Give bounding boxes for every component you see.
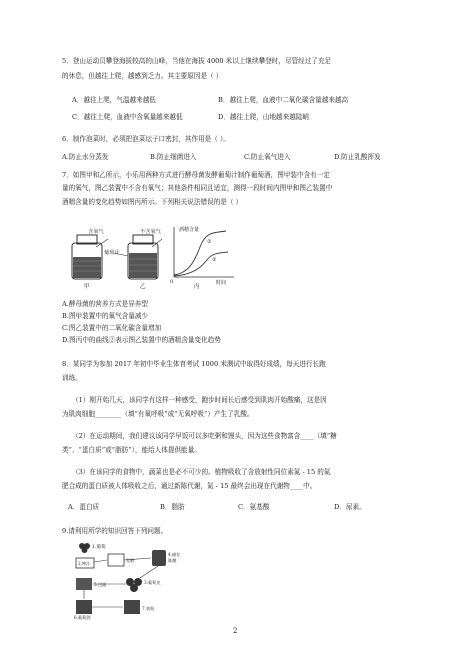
q6-option-c: C.防止氧气进入 (244, 153, 291, 161)
graph-y-label: 酒精含量 (179, 227, 200, 233)
q8-option-b: B．脂肪 (160, 503, 185, 511)
q7-stem-line-1: 7．如图甲和乙所示，小乐用两种方式进行酵母菌发酵葡萄汁制作葡萄酒，图甲装中含有一定 (62, 171, 330, 179)
svg-text:6.葡萄酒: 6.葡萄酒 (74, 615, 91, 620)
q8-option-c: C．氨基酸 (238, 503, 270, 511)
jar-jia (72, 235, 102, 279)
q8-sub3-line-2: 肥合成的蛋白质被人体吸收之后，通过新陈代谢，氮 - 15 最终会出现在代谢物____中。 (62, 482, 317, 490)
q5-option-c: C．越往上爬，血液中含氧量越来越低 (72, 113, 183, 121)
q5-option-a: A．越往上爬，气温越来越低 (72, 96, 156, 104)
caption-yi: 乙 (140, 284, 146, 289)
q9-process-diagram (70, 540, 198, 620)
curve-2-label: ② (212, 257, 217, 263)
svg-text:5.过滤: 5.过滤 (94, 582, 107, 587)
q7-option-d: D.图丙中的曲线②表示图乙装置中的酒精含量变化趋势 (62, 336, 221, 344)
page-number: 2 (233, 627, 238, 635)
svg-text:7.装瓶: 7.装瓶 (142, 606, 155, 611)
svg-text:1.葡萄: 1.葡萄 (92, 545, 106, 550)
graph-x-label: 时间 (216, 280, 227, 286)
q8-sub3-line-1: （3）在该同学的食物中，蔬菜也是必不可少的。植物吸收了含放射性同位素氮 - 15 的氮 (72, 468, 331, 476)
caption-jia: 甲 (84, 284, 90, 289)
q5-option-d: D．越往上爬，山地越来越陡峭 (218, 113, 310, 121)
svg-text:陈酿: 陈酿 (168, 558, 177, 563)
q6-option-d: D.防止乳酸挥发 (334, 153, 381, 161)
q8-sub1-line-1: （1）刚开始几天，该同学有这样一种感受，跑步时间长后感受到肌肉开始酸痛，这是因 (72, 396, 327, 404)
q7-figure (66, 223, 238, 289)
q8-stem-line-1: 8．某同学为参加 2017 年初中毕业生体育考试 1000 米测试中取得好成绩，每天进行长跑 (62, 360, 326, 368)
svg-text:4.储存: 4.储存 (168, 552, 181, 557)
label-without-oxygen: 不含氧气 (140, 229, 161, 235)
svg-text:3.葡萄皮: 3.葡萄皮 (144, 580, 161, 585)
graph-bing (170, 226, 234, 289)
caption-bing: 丙 (194, 284, 200, 289)
q5-stem-line-2: 的休息，但越往上爬，越感到乏力。其主要原因是（ ） (62, 72, 223, 80)
q5-option-b: B．越往上爬，血液中二氧化碳含量越来越高 (218, 96, 349, 104)
q7-option-b: B.图甲装置中的氧气含量减少 (62, 312, 149, 320)
q7-option-c: C.图乙装置中的二氧化碳含量增加 (62, 324, 162, 332)
q9-stem: 9.请利用所学的知识回答下列问题。 (62, 527, 168, 535)
label-grape-juice: 葡萄汁 (104, 250, 120, 256)
q7-stem-line-2: 量的氧气，图乙装置中不含有氧气；其他条件相同且适宜，测得一段时间内图甲和图乙装置中 (62, 184, 333, 192)
label-with-oxygen: 含氧气 (88, 229, 104, 235)
svg-text:2.榨汁: 2.榨汁 (78, 561, 91, 566)
q7-stem-line-3: 酒精含量的变化趋势如图丙所示。下列相关说法错误的是（ ） (62, 198, 243, 206)
curve-1-label: ① (207, 239, 212, 245)
graph-origin: 0 (170, 279, 174, 285)
svg-text:发酵: 发酵 (126, 558, 135, 563)
q8-sub2-line-1: （2）在运动期间，我们建议该同学早饭可以多吃粥和馒头，因为这些食物富含____（填“糖 (72, 432, 337, 440)
q8-sub2-line-2: 类”、“蛋白质”或“脂肪”），能给人体提供能量。 (62, 446, 201, 454)
q6-option-b: B.防止细菌进入 (150, 153, 197, 161)
q8-sub1-line-2: 为肌肉细胞________（填“有氧呼吸”或“无氧呼吸”）产生了乳酸。 (62, 410, 254, 418)
q5-stem-line-1: 5．登山运动员攀登海拔较高的山峰，当他在海拔 4000 米以上继续攀登时，尽管经过了充足 (62, 57, 332, 65)
q8-option-d: D．尿素。 (334, 503, 366, 511)
q8-stem-line-2: 训练。 (62, 374, 82, 382)
q7-option-a: A.酵母菌的营养方式是异养型 (62, 300, 148, 308)
jar-yi (128, 235, 158, 279)
q6-option-a: A.防止水分蒸发 (62, 153, 109, 161)
q6-stem: 6．制作泡菜时，必须把泡菜坛子口密封，其作用是（ ）。 (62, 135, 230, 143)
q8-option-a: A．蛋白质 (68, 503, 100, 511)
